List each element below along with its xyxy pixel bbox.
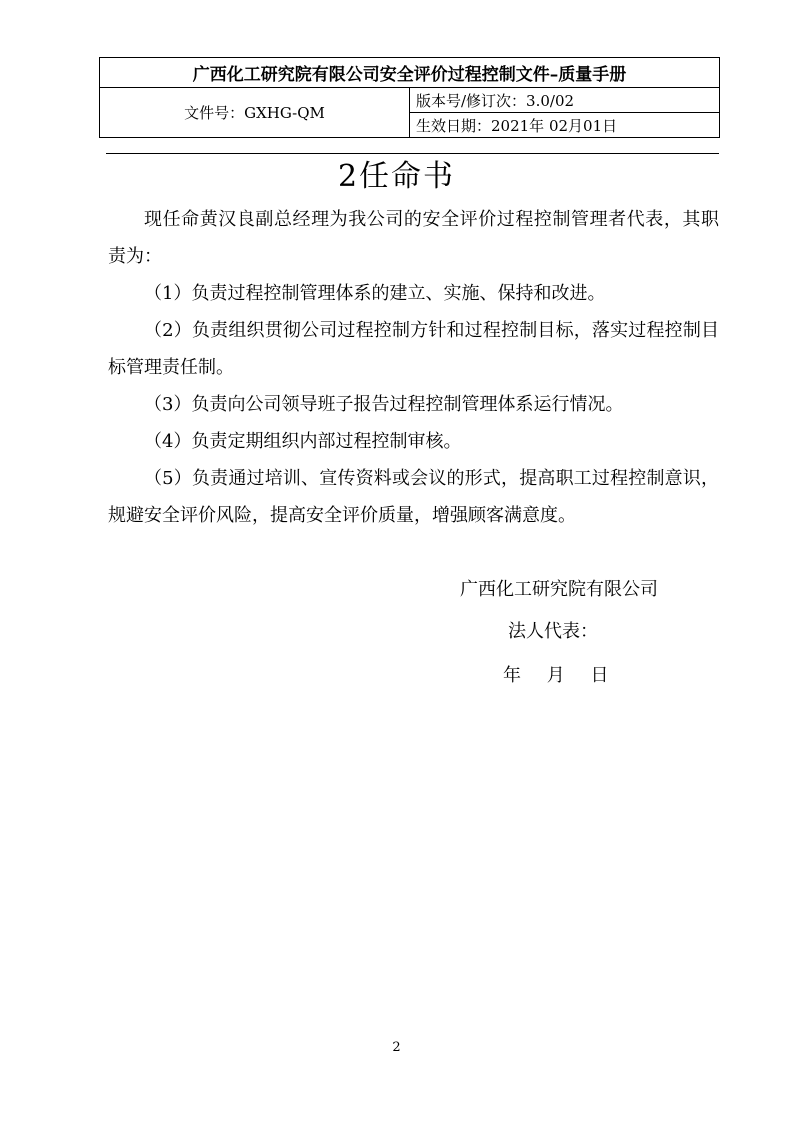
page-number: 2 (392, 1040, 401, 1055)
document-number: 文件号：GXHG-QM (100, 88, 410, 138)
effective-date: 生效日期：2021年 02月01日 (410, 113, 720, 138)
signature-company: 广西化工研究院有限公司 (460, 579, 658, 600)
duty-item-3: （3）负责向公司领导班子报告过程控制管理体系运行情况。 (144, 394, 624, 415)
document-header-table (99, 57, 720, 138)
header-divider (106, 153, 719, 154)
document-body (108, 201, 719, 534)
intro-paragraph: 现任命黄汉良副总经理为我公司的安全评价过程控制管理者代表，其职责为： (108, 209, 719, 267)
header-title: 广西化工研究院有限公司安全评价过程控制文件–质量手册 (100, 58, 720, 88)
signature-legal-rep: 法人代表： (508, 621, 598, 642)
signature-date: 年 月 日 (503, 665, 609, 686)
page-title: 2任命书 (337, 159, 456, 194)
duty-item-2: （2）负责组织贯彻公司过程控制方针和过程控制目标，落实过程控制目标管理责任制。 (108, 320, 719, 378)
version-info: 版本号/修订次：3.0/02 (410, 88, 720, 113)
duty-item-5: （5）负责通过培训、宣传资料或会议的形式，提高职工过程控制意识，规避安全评价风险，提高安全评价质量，增强顾客满意度。 (108, 468, 719, 526)
duty-item-1: （1）负责过程控制管理体系的建立、实施、保持和改进。 (144, 283, 606, 304)
duty-item-4: （4）负责定期组织内部过程控制审核。 (144, 431, 462, 452)
